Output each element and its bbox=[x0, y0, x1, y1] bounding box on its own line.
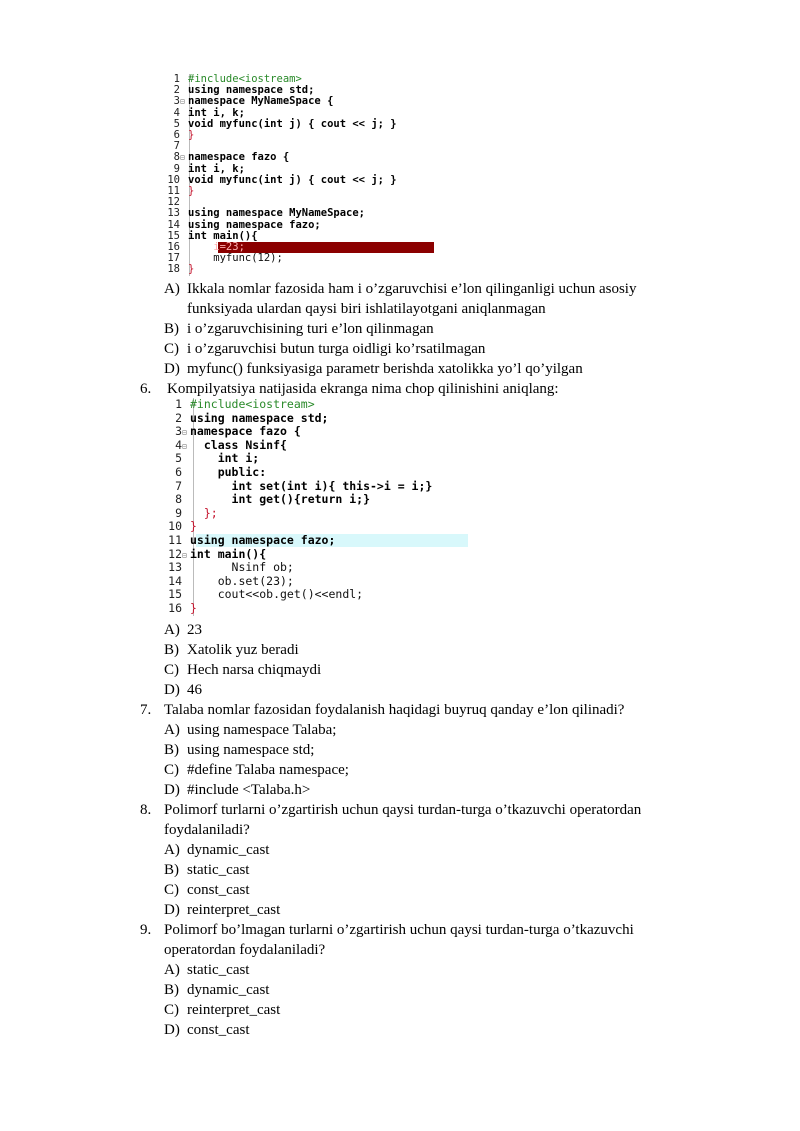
code-line: 2 using namespace std; bbox=[173, 84, 315, 97]
code-line: 13 using namespace MyNameSpace; bbox=[167, 207, 366, 220]
code-line: 3⊟ namespace fazo { bbox=[175, 424, 301, 439]
code-line: 5 void myfunc(int j) { cout << j; } bbox=[173, 117, 397, 130]
code-line: 2 using namespace std; bbox=[175, 410, 329, 425]
code-line: 14 using namespace fazo; bbox=[167, 218, 321, 231]
code-line: 16 } bbox=[168, 601, 197, 615]
code-line: 8 int get(){return i;} bbox=[175, 492, 371, 507]
code-line: 4⊟ class Nsinf{ bbox=[175, 437, 287, 452]
code-line: 3⊟ namespace MyNameSpace { bbox=[173, 95, 334, 108]
code-line: 10 void myfunc(int j) { cout << j; } bbox=[167, 173, 397, 186]
code-line: 13 Nsinf ob; bbox=[168, 560, 294, 575]
code-line: 11 } bbox=[167, 185, 195, 197]
code-line: 1 #include<iostream> bbox=[175, 397, 315, 411]
q5-option-a-cont: funksiyada ulardan qaysi biri ishlatilayotgani aniqlanmagan bbox=[187, 301, 546, 317]
code-line: 9 }; bbox=[175, 505, 218, 520]
code-line: 1 #include<iostream> bbox=[173, 73, 302, 85]
code-line: 12⊟ int main(){ bbox=[168, 546, 267, 561]
code-line: 10 } bbox=[168, 519, 197, 534]
code-line: 6 } bbox=[173, 129, 195, 141]
code-line: 18 } bbox=[167, 263, 195, 276]
code-line: 11 using namespace fazo; bbox=[168, 533, 336, 547]
code-line: 4 int i, k; bbox=[173, 106, 245, 119]
code-line: 14 ob.set(23); bbox=[168, 573, 294, 588]
code-line: 7 int set(int i){ this->i = i;} bbox=[175, 478, 433, 493]
code-line: 17 myfunc(12); bbox=[167, 252, 283, 265]
code-line: 15 int main(){ bbox=[167, 229, 258, 242]
code-line: 15 cout<<ob.get()<<endl; bbox=[168, 587, 364, 602]
code-listing-1 bbox=[164, 74, 444, 280]
code-line: 6 public: bbox=[175, 465, 267, 479]
q8-question-cont: foydalaniladi? bbox=[164, 822, 250, 838]
code-listing-2 bbox=[164, 398, 474, 620]
code-line: 5 int i; bbox=[175, 451, 260, 466]
q9-question-cont: operatordan foydalaniladi? bbox=[164, 942, 326, 958]
code-line: 12 bbox=[167, 196, 180, 209]
code-line: 8⊟ namespace fazo { bbox=[173, 151, 290, 164]
code-line-error: 16 i=23; bbox=[167, 241, 245, 253]
code-line: 7 bbox=[173, 140, 180, 153]
code-line: 9 int i, k; bbox=[173, 162, 245, 175]
